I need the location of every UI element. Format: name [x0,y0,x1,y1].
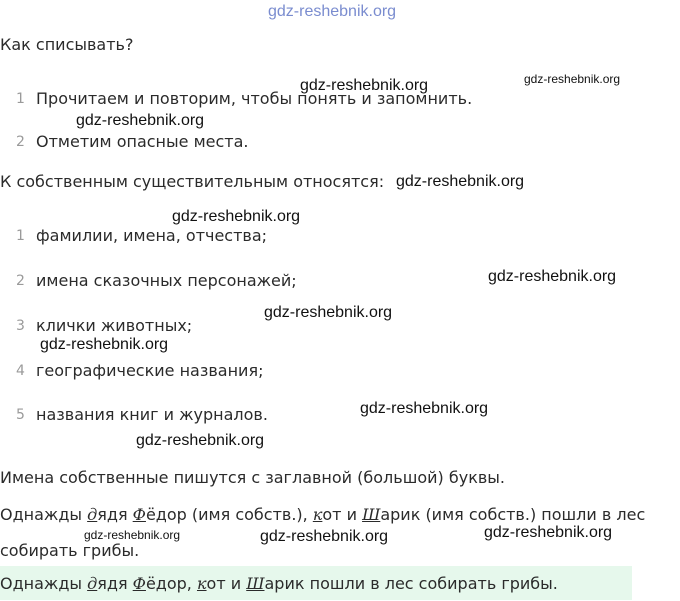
lowercase-k-letter: к [196,574,207,593]
category-number: 4 [16,363,25,379]
watermark: gdz-reshebnik.org [300,77,429,94]
lowercase-k-letter: к [312,505,323,524]
watermark: gdz-reshebnik.org [84,528,181,542]
watermark: gdz-reshebnik.org [40,336,169,353]
watermark: gdz-reshebnik.org [172,208,301,225]
step-text: Прочитаем и повторим, чтобы понять и запомнить. [36,89,473,108]
watermark: gdz-reshebnik.org [360,400,489,417]
watermark: gdz-reshebnik.org [76,112,205,129]
lowercase-d-letter: д [87,505,98,524]
example-text: от и [322,505,363,524]
rule-text: Имена собственные пишутся с заглавной (большой) буквы. [0,468,506,487]
capital-f-letter: Ф [132,574,146,593]
category-number: 2 [16,273,25,289]
example-text: Однажды [0,505,88,524]
category-number: 5 [16,407,25,423]
example-sentence-clean [0,574,558,594]
watermark: gdz-reshebnik.org [488,268,617,285]
example-text: арик пошли в лес собирать грибы. [264,574,558,593]
category-text: географические названия; [36,361,264,380]
watermark-top[interactable]: gdz-reshebnik.org [268,3,397,20]
step-number: 2 [16,134,25,150]
watermark: gdz-reshebnik.org [524,72,621,86]
watermark: gdz-reshebnik.org [396,173,525,190]
example-text: Однажды [0,574,88,593]
capital-sh-letter: Ш [362,505,381,524]
watermark: gdz-reshebnik.org [136,432,265,449]
category-text: названия книг и журналов. [36,405,268,424]
example-text: ядя [97,505,133,524]
watermark: gdz-reshebnik.org [264,304,393,321]
step-number: 1 [16,91,25,107]
example-text: ядя [97,574,133,593]
example-text: арик (имя собств.) пошли в лес [380,505,646,524]
capital-f-letter: Ф [132,505,146,524]
example-text: ёдор (имя собств.), [145,505,313,524]
category-text: имена сказочных персонажей; [36,271,297,290]
category-text: фамилии, имена, отчества; [36,226,268,245]
example-sentence-annotated [0,505,645,525]
lowercase-d-letter: д [87,574,98,593]
step-text: Отметим опасные места. [36,132,249,151]
example-text: от и [206,574,247,593]
category-number: 3 [16,318,25,334]
heading-how-to-copy: Как списывать? [0,35,134,54]
category-text: клички животных; [36,316,193,335]
category-number: 1 [16,228,25,244]
capital-sh-letter: Ш [246,574,265,593]
watermark: gdz-reshebnik.org [260,528,389,545]
example-sentence-line2: собирать грибы. [0,541,140,560]
example-text: ёдор, [145,574,197,593]
watermark: gdz-reshebnik.org [484,524,613,541]
heading-proper-nouns: К собственным существительным относятся: [0,172,385,191]
